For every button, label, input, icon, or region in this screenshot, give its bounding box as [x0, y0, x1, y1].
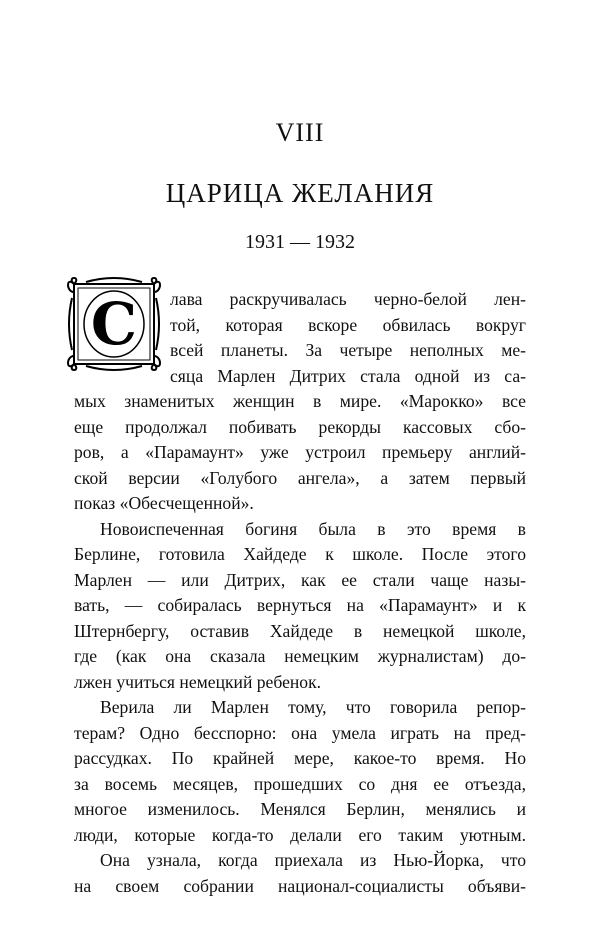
text-line: где (как она сказала немецким журналистам) до- [74, 646, 526, 666]
chapter-number: VIII [275, 118, 325, 147]
text-line: всей планеты. За четыре неполных ме- [170, 340, 526, 360]
text-line: на своем собрании национал-социалисты объяви- [74, 876, 526, 896]
text-line: рассудках. По крайней мере, какое-то время. Но [74, 748, 526, 768]
text-line: вать, — собиралась вернуться на «Парамаунт» и к [74, 595, 526, 615]
text-line: ской версии «Голубого ангела», а затем первый [74, 468, 526, 488]
text-line: лжен учиться немецкий ребенок. [74, 672, 322, 692]
text-line: люди, которые когда-то делали его таким уютным. [74, 825, 526, 845]
text-line: ров, а «Парамаунт» уже устроил премьеру англий- [74, 442, 526, 462]
text-line: еще продолжал побивать рекорды кассовых сбо- [74, 417, 526, 437]
text-line: Верила ли Марлен тому, что говорила репор- [100, 697, 526, 717]
text-line: сяца Марлен Дитрих стала одной из са- [170, 366, 526, 386]
text-line: показ «Обесчещенной». [74, 493, 254, 513]
chapter-title: ЦАРИЦА ЖЕЛАНИЯ [165, 178, 435, 208]
chapter-years: 1931 — 1932 [245, 231, 355, 253]
text-line: многое изменилось. Менялся Берлин, менялись и [74, 799, 526, 819]
text-line: Берлине, готовила Хайдеде к школе. После этого [74, 544, 526, 564]
ornamental-dropcap [66, 276, 162, 372]
dropcap-letter: С [90, 290, 138, 358]
text-line: Штернбергу, оставив Хайдеде в немецкой школе, [74, 621, 526, 641]
text-line: Она узнала, когда приехала из Нью-Йорка, что [100, 850, 526, 870]
text-line: Новоиспеченная богиня была в это время в [100, 519, 526, 539]
text-line: той, которая вскоре обвилась вокруг [170, 315, 526, 335]
text-line: мых знаменитых женщин в мире. «Марокко» все [74, 391, 526, 411]
text-line: Марлен — или Дитрих, как ее стали чаще назы- [74, 570, 526, 590]
text-line: терам? Одно бесспорно: она умела играть на пред- [74, 723, 526, 743]
text-line: лава раскручивалась черно-белой лен- [170, 289, 526, 309]
text-line: за восемь месяцев, прошедших со дня ее отъезда, [74, 774, 526, 794]
